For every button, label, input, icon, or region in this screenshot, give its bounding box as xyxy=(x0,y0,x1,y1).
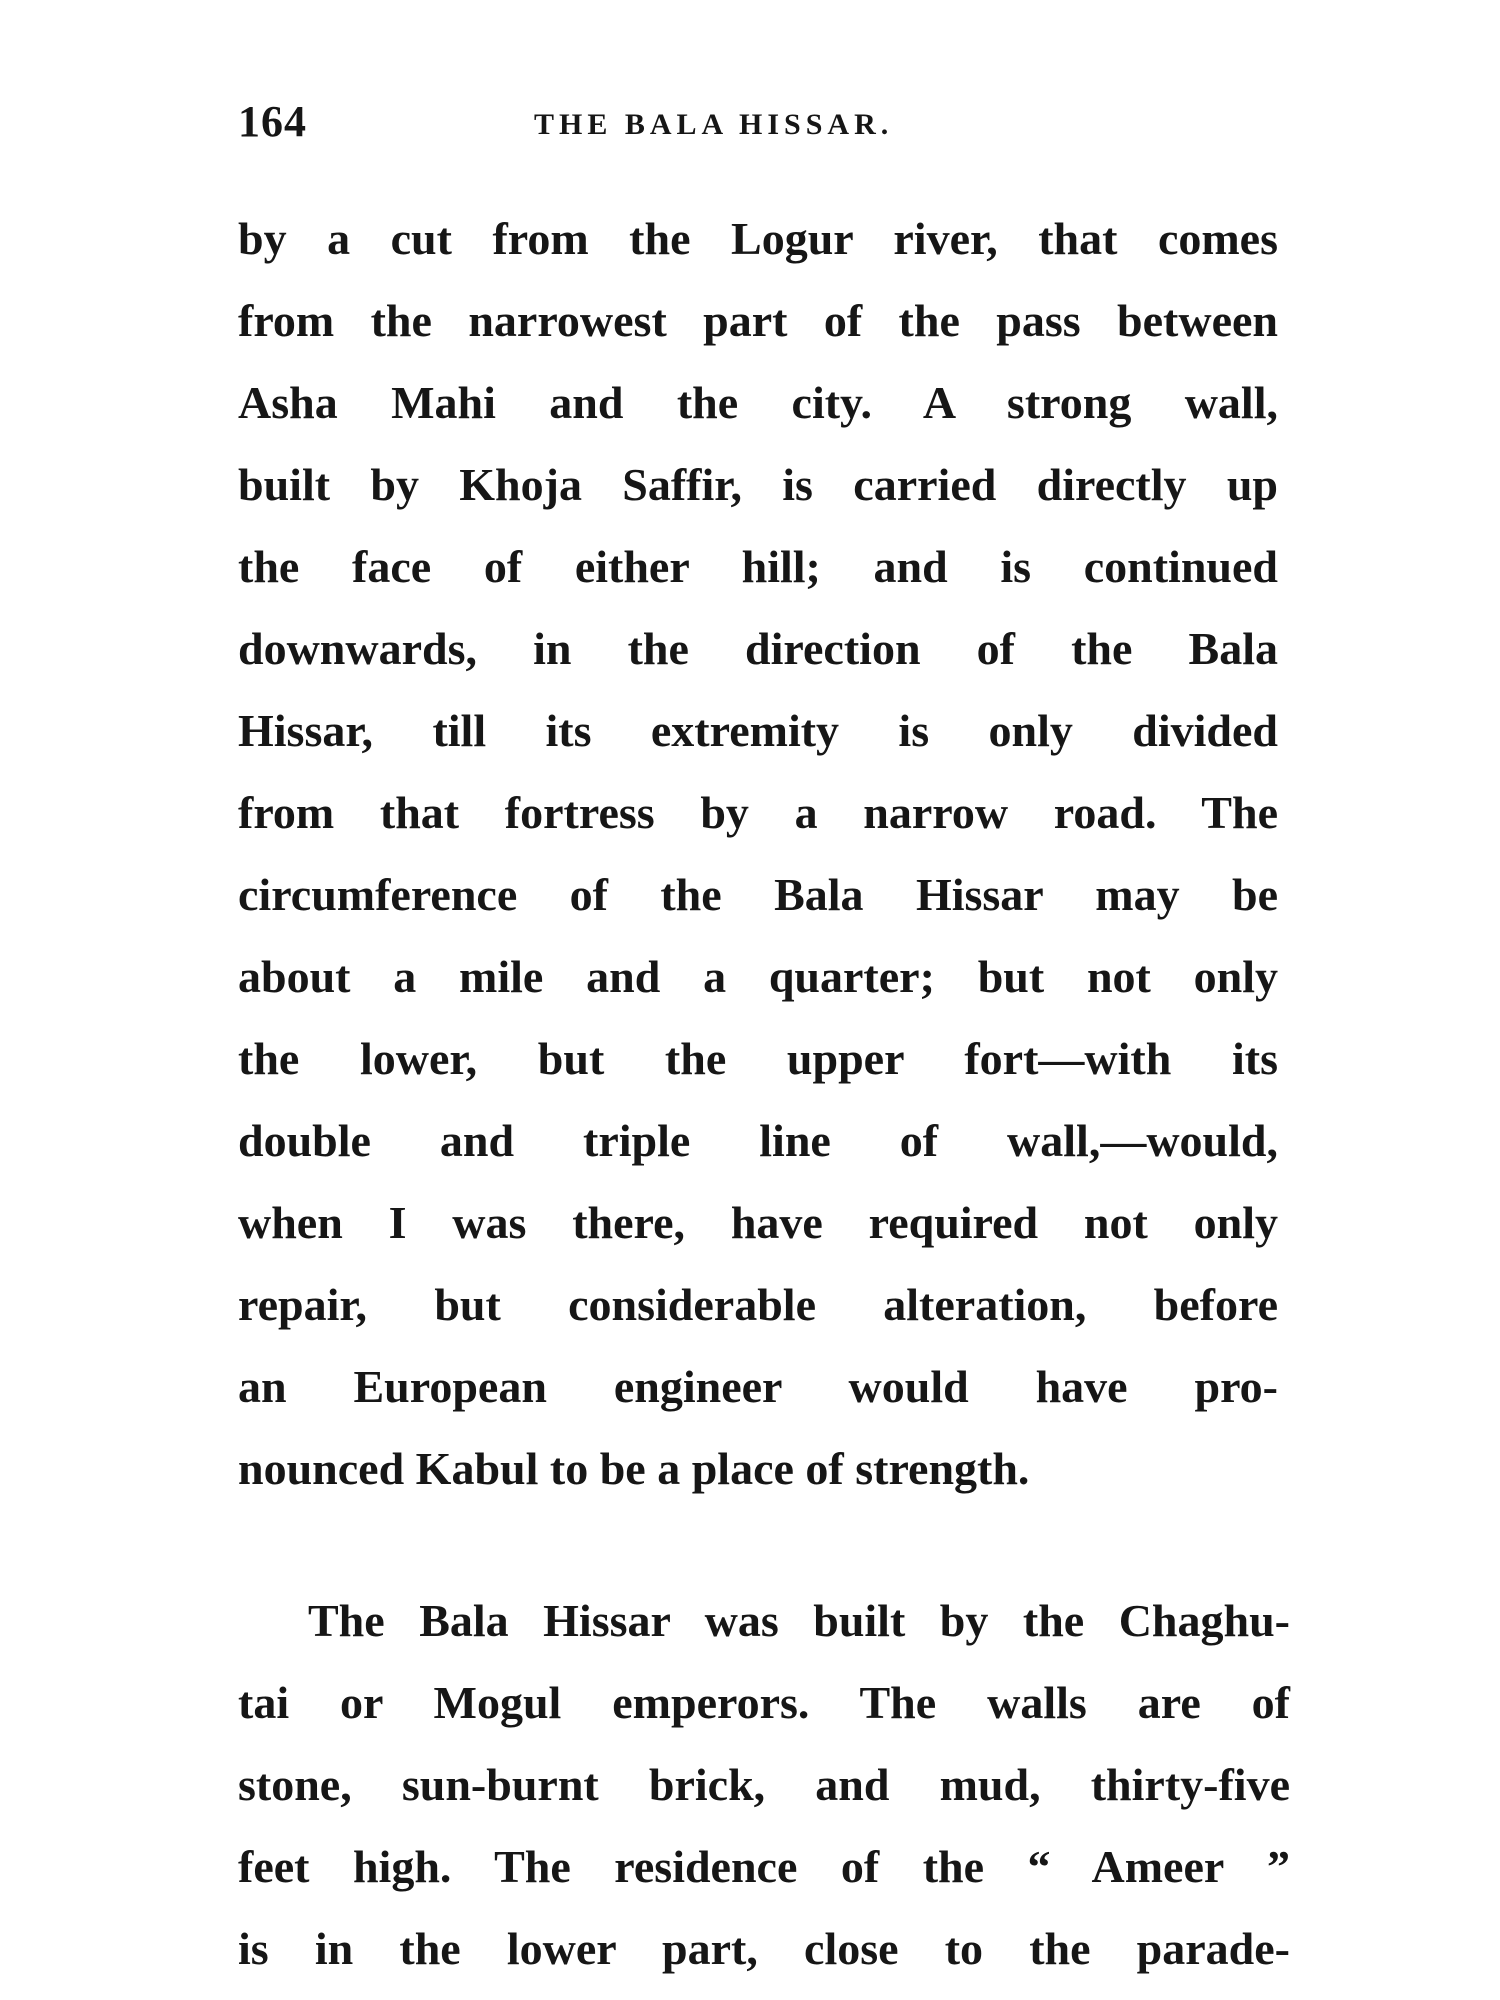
text-line: repair, but considerable alteration, before xyxy=(238,1279,1278,1330)
text-line: nounced Kabul to be a place of strength. xyxy=(238,1443,1030,1494)
text-line: an European engineer would have pro- xyxy=(238,1361,1278,1412)
running-title: THE BALA HISSAR. xyxy=(534,108,894,141)
text-line: The Bala Hissar was built by the Chaghu- xyxy=(308,1595,1290,1646)
text-line: when I was there, have required not only xyxy=(238,1197,1278,1248)
text-line: the face of either hill; and is continued xyxy=(238,541,1278,592)
text-line: is in the lower part, close to the parade- xyxy=(238,1923,1290,1974)
text-line: Hissar, till its extremity is only divided xyxy=(238,705,1278,756)
text-line: about a mile and a quarter; but not only xyxy=(238,951,1278,1002)
running-head xyxy=(238,96,1300,156)
page-number: 164 xyxy=(238,97,307,146)
text-line: built by Khoja Saffir, is carried directly up xyxy=(238,459,1278,510)
text-line: circumference of the Bala Hissar may be xyxy=(238,869,1278,920)
paragraph-1 xyxy=(238,198,1278,1510)
paragraph-2 xyxy=(238,1580,1290,1990)
text-line: from the narrowest part of the pass between xyxy=(238,295,1278,346)
text-line: tai or Mogul emperors. The walls are of xyxy=(238,1677,1290,1728)
text-line: stone, sun-burnt brick, and mud, thirty-five xyxy=(238,1759,1290,1810)
text-line: downwards, in the direction of the Bala xyxy=(238,623,1278,674)
text-line: feet high. The residence of the “ Ameer ” xyxy=(238,1841,1290,1892)
text-line: by a cut from the Logur river, that comes xyxy=(238,213,1278,264)
text-line: double and triple line of wall,—would, xyxy=(238,1115,1278,1166)
text-line: from that fortress by a narrow road. The xyxy=(238,787,1278,838)
text-line: the lower, but the upper fort—with its xyxy=(238,1033,1278,1084)
text-line: Asha Mahi and the city. A strong wall, xyxy=(238,377,1278,428)
